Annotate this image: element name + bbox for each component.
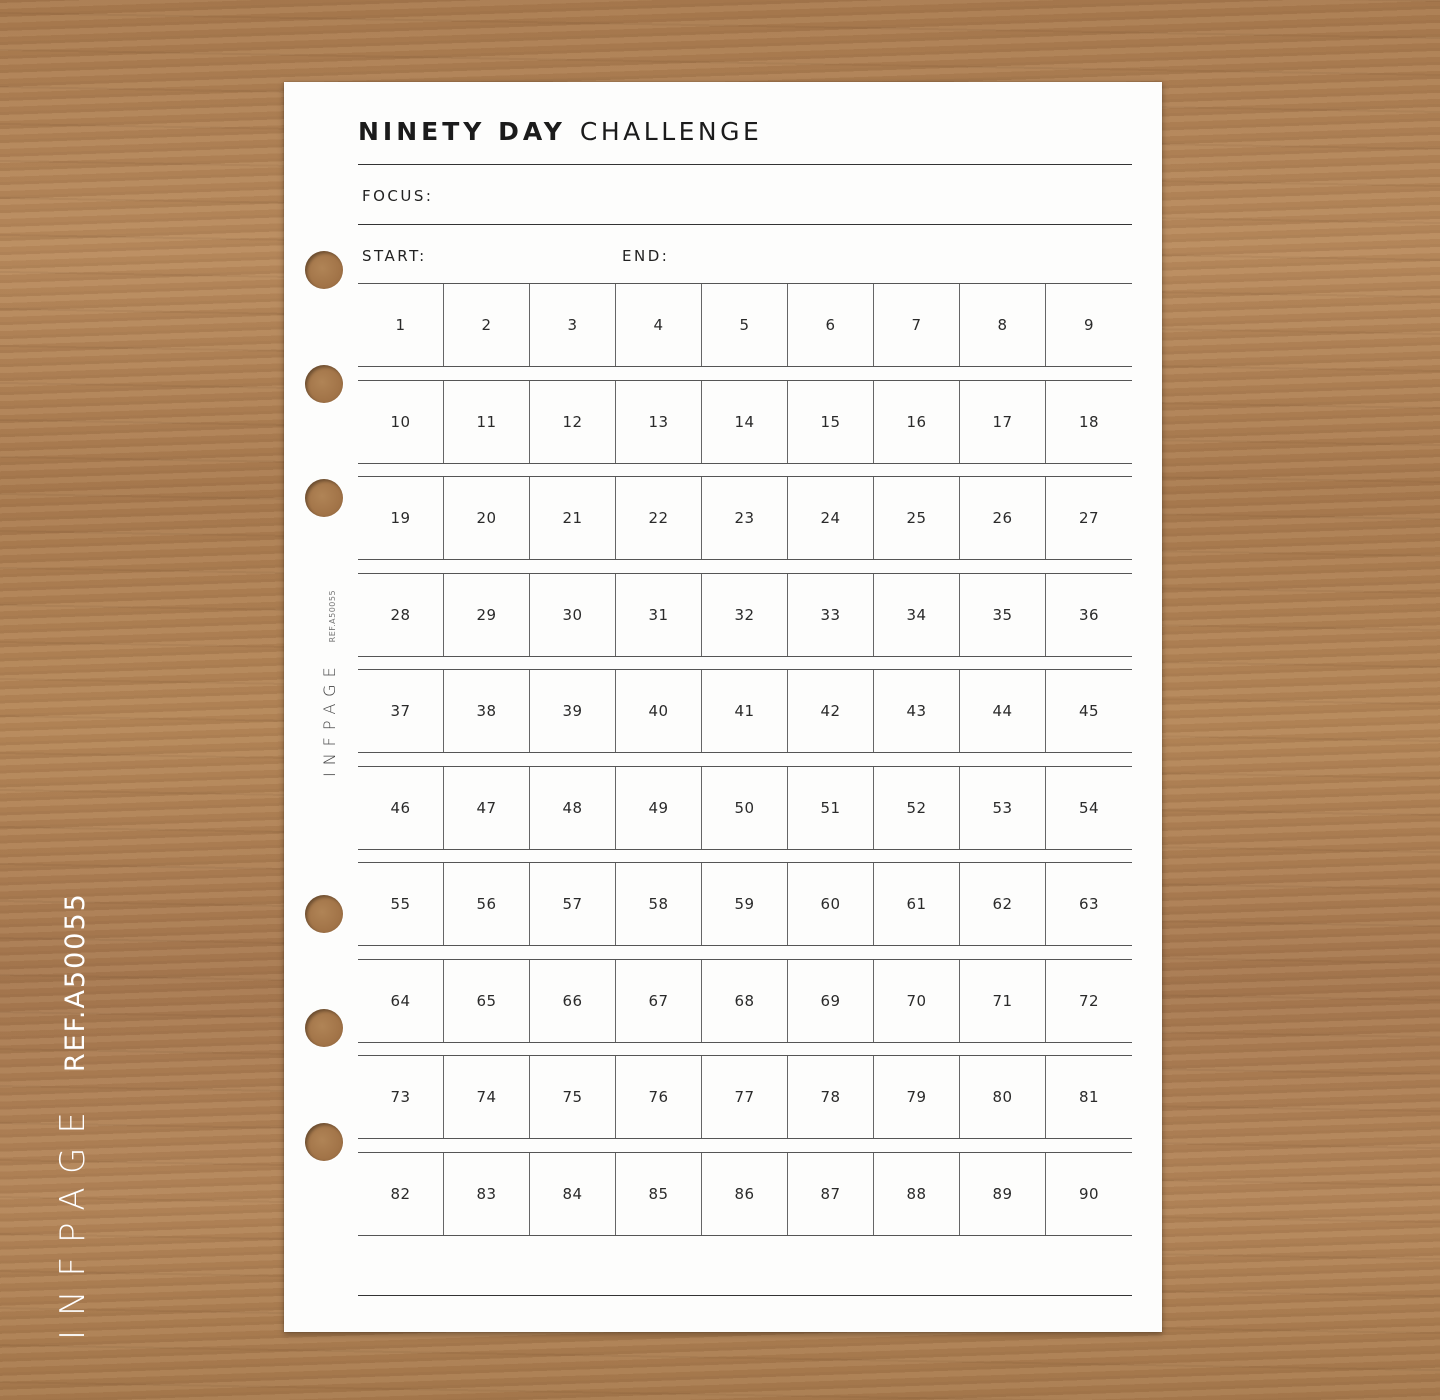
day-cell[interactable]: 14 [702,381,788,463]
day-cell[interactable]: 27 [1078,509,1100,527]
day-cell[interactable]: 13 [616,381,702,463]
day-cell[interactable]: 19 [358,477,444,559]
day-cell[interactable]: 65 [444,960,530,1042]
day-row [358,283,1132,367]
punch-hole [305,1123,343,1161]
day-row [358,766,1132,850]
day-cell[interactable]: 53 [960,767,1046,849]
day-cell[interactable]: 43 [874,670,960,752]
day-cell[interactable]: 37 [358,670,444,752]
start-label: START: [362,247,427,265]
day-cell[interactable]: 10 [358,381,444,463]
day-cell[interactable]: 8 [960,284,1046,366]
day-cell[interactable]: 74 [444,1056,530,1138]
day-cell[interactable]: 84 [530,1153,616,1235]
day-cell[interactable]: 48 [530,767,616,849]
day-cell[interactable]: 44 [960,670,1046,752]
day-cell[interactable]: 86 [702,1153,788,1235]
day-cell[interactable]: 80 [960,1056,1046,1138]
day-cell[interactable]: 87 [788,1153,874,1235]
day-cell[interactable]: 72 [1078,991,1100,1010]
punch-hole [305,365,343,403]
day-cell[interactable]: 61 [874,863,960,945]
day-cell[interactable]: 62 [960,863,1046,945]
title-light: CHALLENGE [579,117,763,146]
day-cell[interactable]: 42 [788,670,874,752]
day-cell[interactable]: 15 [788,381,874,463]
day-cell[interactable]: 3 [530,284,616,366]
day-row [358,959,1132,1043]
day-cell[interactable]: 70 [874,960,960,1042]
day-cell[interactable]: 39 [530,670,616,752]
title-bold: NINETY DAY [358,117,566,146]
day-cell[interactable]: 82 [358,1153,444,1235]
day-cell[interactable]: 33 [788,574,874,656]
day-cell[interactable]: 58 [616,863,702,945]
day-cell[interactable]: 68 [702,960,788,1042]
day-cell[interactable]: 9 [1083,316,1095,334]
day-cell[interactable]: 2 [444,284,530,366]
day-row [358,1152,1132,1236]
punch-hole [305,479,343,517]
day-row [358,573,1132,657]
punch-hole [305,251,343,289]
day-cell[interactable]: 17 [960,381,1046,463]
focus-label: FOCUS: [362,187,434,205]
day-cell[interactable]: 36 [1078,605,1100,624]
day-cell[interactable]: 64 [358,960,444,1042]
page-title [358,112,762,152]
day-cell[interactable]: 31 [616,574,702,656]
day-cell[interactable]: 40 [616,670,702,752]
day-cell[interactable]: 75 [530,1056,616,1138]
side-brand [22,870,93,1340]
day-cell[interactable]: 45 [1078,702,1100,720]
day-cell[interactable]: 51 [788,767,874,849]
spine-ref: REF.A50055 [328,589,337,643]
day-row [358,862,1132,946]
day-cell[interactable]: 12 [530,381,616,463]
day-cell[interactable]: 35 [960,574,1046,656]
day-cell[interactable]: 29 [444,574,530,656]
day-cell[interactable]: 90 [1078,1184,1100,1203]
day-cell[interactable]: 1 [358,284,444,366]
day-cell[interactable]: 56 [444,863,530,945]
day-cell[interactable]: 79 [874,1056,960,1138]
brand-ref: REF.A50055 [60,892,91,1073]
day-cell[interactable]: 32 [702,574,788,656]
spine-branding [314,552,338,782]
day-cell[interactable]: 20 [444,477,530,559]
day-cell[interactable]: 77 [702,1056,788,1138]
day-cell[interactable]: 88 [874,1153,960,1235]
day-cell[interactable]: 81 [1078,1088,1100,1106]
day-cell[interactable]: 38 [444,670,530,752]
day-cell[interactable]: 67 [616,960,702,1042]
day-cell[interactable]: 60 [788,863,874,945]
day-cell[interactable]: 71 [960,960,1046,1042]
day-cell[interactable]: 22 [616,477,702,559]
day-cell[interactable]: 66 [530,960,616,1042]
day-cell[interactable]: 18 [1078,412,1100,431]
day-cell[interactable]: 4 [616,284,702,366]
day-cell[interactable]: 30 [530,574,616,656]
day-cell[interactable]: 85 [616,1153,702,1235]
day-cell[interactable]: 24 [788,477,874,559]
spine-logo: INFPAGE [320,660,339,777]
day-cell[interactable]: 21 [530,477,616,559]
day-cell[interactable]: 69 [788,960,874,1042]
day-cell[interactable]: 59 [702,863,788,945]
day-cell[interactable]: 6 [788,284,874,366]
day-cell[interactable]: 16 [874,381,960,463]
day-cell[interactable]: 34 [874,574,960,656]
day-cell[interactable]: 78 [788,1056,874,1138]
day-cell[interactable]: 50 [702,767,788,849]
day-cell[interactable]: 52 [874,767,960,849]
end-label: END: [622,247,670,265]
day-cell[interactable]: 46 [358,767,444,849]
brand-logo: INFPAGE [53,1098,93,1340]
day-cell[interactable]: 89 [960,1153,1046,1235]
day-cell[interactable]: 55 [358,863,444,945]
day-cell[interactable]: 11 [444,381,530,463]
day-row [358,476,1132,560]
day-cell[interactable]: 28 [358,574,444,656]
day-cell[interactable]: 83 [444,1153,530,1235]
day-cell[interactable]: 25 [874,477,960,559]
punch-hole [305,895,343,933]
day-row [358,669,1132,753]
day-cell[interactable]: 5 [702,284,788,366]
day-cell[interactable]: 57 [530,863,616,945]
day-cell[interactable]: 47 [444,767,530,849]
day-cell[interactable]: 26 [960,477,1046,559]
day-row [358,380,1132,464]
day-cell[interactable]: 49 [616,767,702,849]
day-row [358,1055,1132,1139]
planner-sheet [284,82,1162,1332]
day-cell[interactable]: 7 [874,284,960,366]
day-cell[interactable]: 73 [358,1056,444,1138]
day-cell[interactable]: 23 [702,477,788,559]
day-cell[interactable]: 41 [702,670,788,752]
focus-rule[interactable] [358,224,1132,225]
title-rule [358,164,1132,165]
day-cell[interactable]: 63 [1078,895,1100,913]
punch-hole [305,1009,343,1047]
day-cell[interactable]: 76 [616,1056,702,1138]
day-cell[interactable]: 54 [1078,798,1100,817]
bottom-rule [358,1295,1132,1296]
